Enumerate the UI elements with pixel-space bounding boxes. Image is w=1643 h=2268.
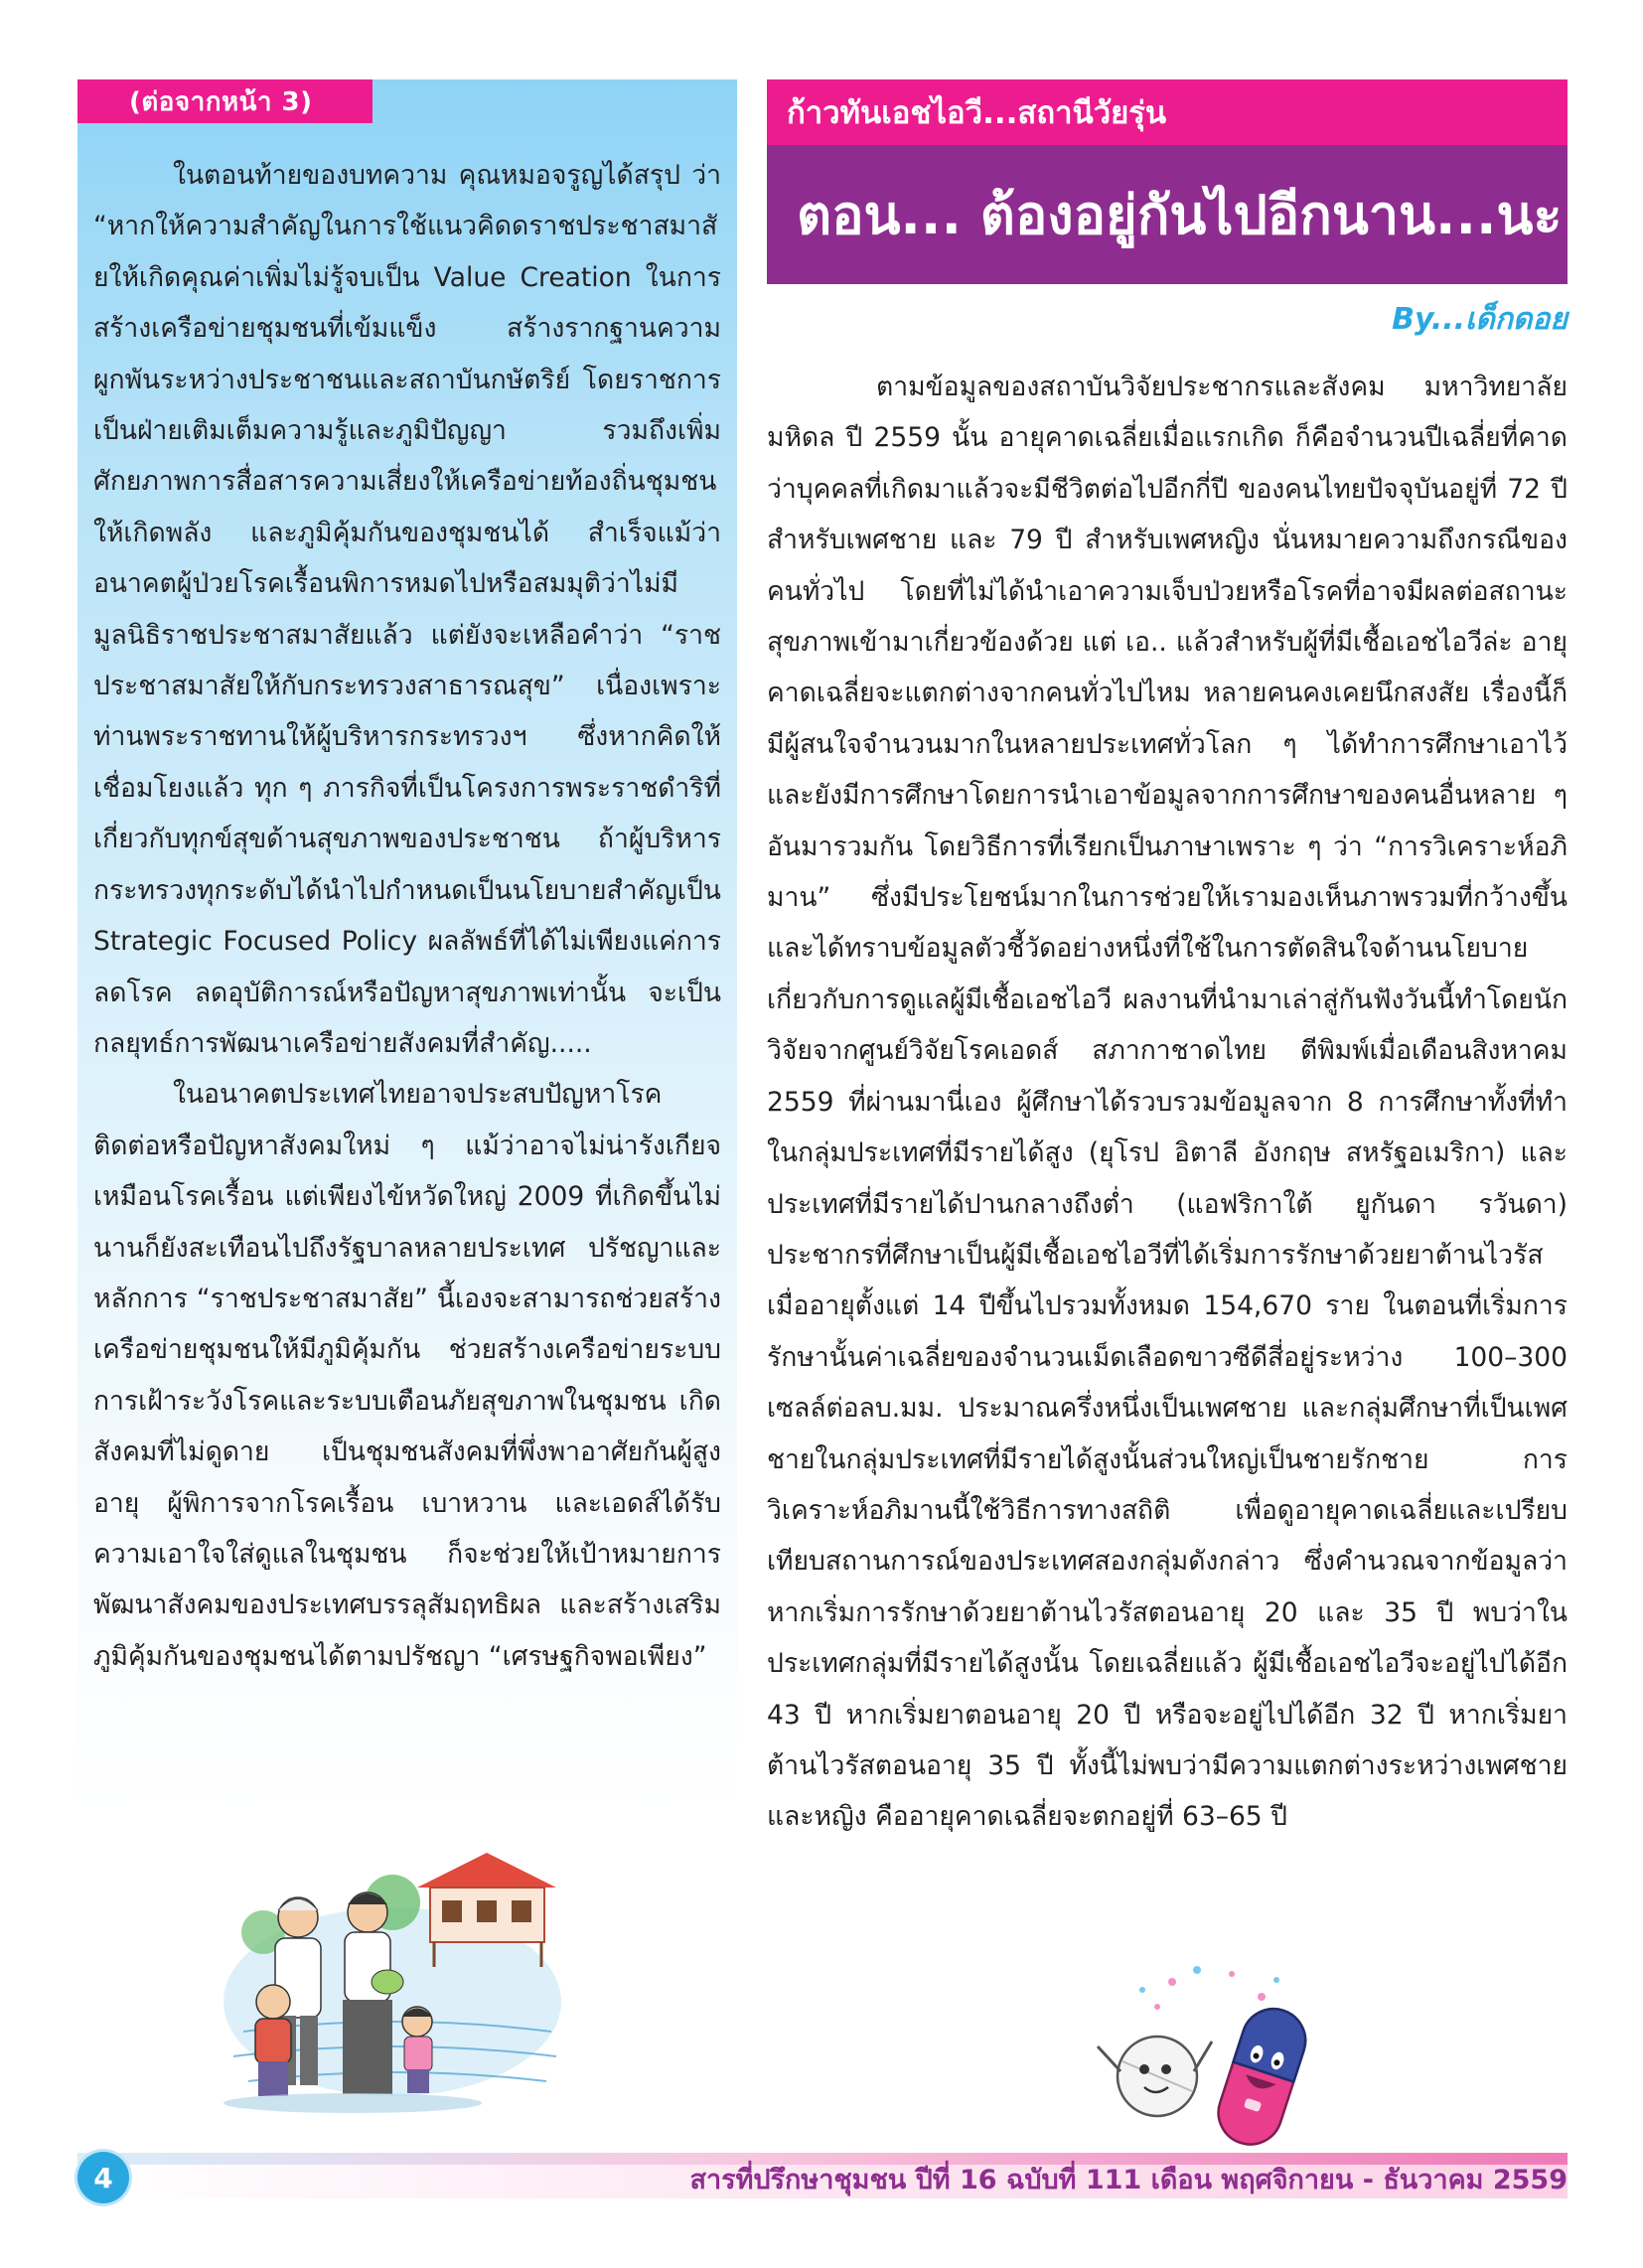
series-header: ก้าวทันเอชไอวี...สถานีวัยรุ่น	[767, 79, 1568, 145]
publication-info: สารที่ปรึกษาชุมชน ปีที่ 16 ฉบับที่ 111 เดือน พฤศจิกายน - ธันวาคม 2559	[689, 2165, 1568, 2195]
right-article-body	[767, 362, 1568, 1843]
continued-from-label: (ต่อจากหน้า 3)	[77, 79, 373, 123]
left-paragraph-2: ในอนาคตประเทศไทยอาจประสบปัญหาโรคติดต่อหรือปัญหาสังคมใหม่ ๆ แม้ว่าอาจไม่น่ารังเกียจเหมือนโรคเรื้อน แต่เพียงไข้หวัดใหญ่ 2009 ที่เกิดขึ้นไม่นานก็ยังสะเทือนไปถึงรัฐบาลหลายประเทศ ปรัชญาและหลักการ “ราชประชาสมาสัย” นี้เองจะสามารถช่วยสร้างเครือข่ายชุมชนให้มีภูมิคุ้มกัน ช่วยสร้างเครือข่ายระบบการเฝ้าระวังโรคและระบบเตือนภัยสุขภาพในชุมชน เกิดสังคมที่ไม่ดูดาย เป็นชุมชนสังคมที่พึ่งพาอาศัยกันผู้สูงอายุ ผู้พิการจากโรคเรื้อน เบาหวาน และเอดส์ได้รับความเอาใจใส่ดูแลในชุมชน ก็จะช่วยให้เป้าหมายการพัฒนาสังคมของประเทศบรรลุสัมฤทธิผล และสร้างเสริมภูมิคุ้มกันของชุมชนได้ตามปรัชญา “เศรษฐกิจพอเพียง”	[93, 1079, 721, 1672]
pill-characters-illustration-icon	[1063, 1962, 1341, 2156]
left-paragraph-1: ในตอนท้ายของบทความ คุณหมอจรูญได้สรุป ว่า “หากให้ความสำคัญในการใช้แนวคิดดราชประชาสมาสัยให้เกิดคุณค่าเพิ่มไม่รู้จบเป็น Value Creation ในการสร้างเครือข่ายชุมชนที่เข้มแข็ง สร้างรากฐานความผูกพันระหว่างประชาชนและสถาบันกษัตริย์ โดยราชการเป็นฝ่ายเติมเต็มความรู้และภูมิปัญญา รวมถึงเพิ่มศักยภาพการสื่อสารความเสี่ยงให้เครือข่ายท้องถิ่นชุมชนให้เกิดพลัง และภูมิคุ้มกันของชุมชนได้ สำเร็จแม้ว่าอนาคตผู้ป่วยโรคเรื้อนพิการหมดไปหรือสมมุติว่าไม่มีมูลนิธิราชประชาสมาสัยแล้ว แต่ยังจะเหลือคำว่า “ราชประชาสมาสัยให้กับกระทรวงสาธารณสุข” เนื่องเพราะท่านพระราชทานให้ผู้บริหารกระทรวงฯ ซึ่งหากคิดให้เชื่อมโยงแล้ว ทุก ๆ ภารกิจที่เป็นโครงการพระราชดำริที่เกี่ยวกับทุกข์สุขด้านสุขภาพของประชาชน ถ้าผู้บริหารกระทรวงทุกระดับได้นำไปกำหนดเป็นนโยบายสำคัญเป็น Strategic Focused Policy ผลลัพธ์ที่ได้ไม่เพียงแค่การลดโรค ลดอุบัติการณ์หรือปัญหาสุขภาพเท่านั้น จะเป็นกลยุทธ์การพัฒนาเครือข่ายสังคมที่สำคัญ.....	[93, 160, 721, 1059]
byline: By...เด็กดอย	[1392, 302, 1568, 337]
left-article-body	[93, 150, 721, 1682]
page-number: 4	[77, 2152, 129, 2203]
article-title: ตอน... ต้องอยู่กันไปอีกนาน...นะ	[767, 145, 1568, 284]
family-illustration-icon	[204, 1833, 571, 2121]
right-paragraph-1: ตามข้อมูลของสถาบันวิจัยประชากรและสังคม มหาวิทยาลัยมหิดล ปี 2559 นั้น อายุคาดเฉลี่ยเมื่อแรกเกิด ก็คือจำนวนปีเฉลี่ยที่คาดว่าบุคคลที่เกิดมาแล้วจะมีชีวิตต่อไปอีกกี่ปี ของคนไทยปัจจุบันอยู่ที่ 72 ปี สำหรับเพศชาย และ 79 ปี สำหรับเพศหญิง นั่นหมายความถึงกรณีของคนทั่วไป โดยที่ไม่ได้นำเอาความเจ็บป่วยหรือโรคที่อาจมีผลต่อสถานะสุขภาพเข้ามาเกี่ยวข้องด้วย แต่ เอ.. แล้วสำหรับผู้ที่มีเชื้อเอชไอวีล่ะ อายุคาดเฉลี่ยจะแตกต่างจากคนทั่วไปไหม หลายคนคงเคยนึกสงสัย เรื่องนี้ก็มีผู้สนใจจำนวนมากในหลายประเทศทั่วโลก ๆ ได้ทำการศึกษาเอาไว้ และยังมีการศึกษาโดยการนำเอาข้อมูลจากการศึกษาของคนอื่นหลาย ๆ อันมารวมกัน โดยวิธีการที่เรียกเป็นภาษาเพราะ ๆ ว่า “การวิเคราะห์อภิมาน” ซึ่งมีประโยชน์มากในการช่วยให้เรามองเห็นภาพรวมที่กว้างขึ้น และได้ทราบข้อมูลตัวชี้วัดอย่างหนึ่งที่ใช้ในการตัดสินใจด้านนโยบายเกี่ยวกับการดูแลผู้มีเชื้อเอชไอวี ผลงานที่นำมาเล่าสู่กันฟังวันนี้ทำโดยนักวิจัยจากศูนย์วิจัยโรคเอดส์ สภากาชาดไทย ตีพิมพ์เมื่อเดือนสิงหาคม 2559 ที่ผ่านมานี่เอง ผู้ศึกษาได้รวบรวมข้อมูลจาก 8 การศึกษาทั้งที่ทำในกลุ่มประเทศที่มีรายได้สูง (ยุโรป อิตาลี อังกฤษ สหรัฐอเมริกา) และประเทศที่มีรายได้ปานกลางถึงต่ำ (แอฟริกาใต้ ยูกันดา รวันดา) ประชากรที่ศึกษาเป็นผู้มีเชื้อเอชไอวีที่ได้เริ่มการรักษาด้วยยาต้านไวรัสเมื่ออายุตั้งแต่ 14 ปีขึ้นไปรวมทั้งหมด 154,670 ราย ในตอนที่เริ่มการรักษานั้นค่าเฉลี่ยของจำนวนเม็ดเลือดขาวซีดีสี่อยู่ระหว่าง 100–300 เซลล์ต่อลบ.มม. ประมาณครึ่งหนึ่งเป็นเพศชาย และกลุ่มศึกษาที่เป็นเพศชายในกลุ่มประเทศที่มีรายได้สูงนั้นส่วนใหญ่เป็นชายรักชาย การวิเคราะห์อภิมานนี้ใช้วิธีการทางสถิติ เพื่อดูอายุคาดเฉลี่ยและเปรียบเทียบสถานการณ์ของประเทศสองกลุ่มดังกล่าว ซึ่งคำนวณจากข้อมูลว่า หากเริ่มการรักษาด้วยยาต้านไวรัสตอนอายุ 20 และ 35 ปี พบว่าในประเทศกลุ่มที่มีรายได้สูงนั้น โดยเฉลี่ยแล้ว ผู้มีเชื้อเอชไอวีจะอยู่ไปได้อีก 43 ปี หากเริ่มยาตอนอายุ 20 ปี หรือจะอยู่ไปได้อีก 32 ปี หากเริ่มยาต้านไวรัสตอนอายุ 35 ปี ทั้งนี้ไม่พบว่ามีความแตกต่างระหว่างเพศชายและหญิง คืออายุคาดเฉลี่ยจะตกอยู่ที่ 63–65 ปี	[767, 372, 1568, 1833]
